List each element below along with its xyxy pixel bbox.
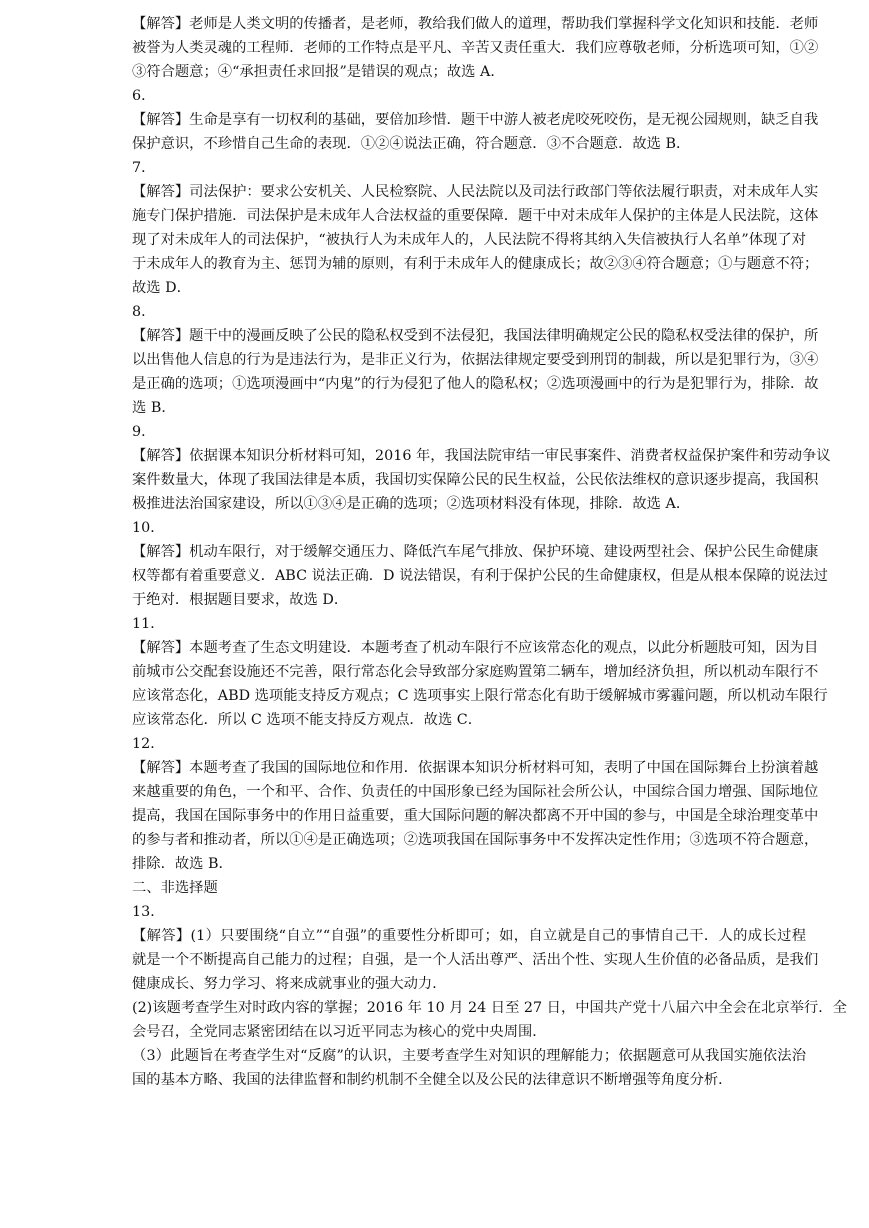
text-line: 就是一个不断提高自己能力的过程；自强，是一个人活出尊严、活出个性、实现人生价值的必备品质，是我们 bbox=[132, 952, 819, 968]
text-line: 6． bbox=[132, 88, 156, 104]
text-line: 【解答】机动车限行，对于缓解交通压力、降低汽车尾气排放、保护环境、建设两型社会、保护公民生命健康 bbox=[132, 544, 819, 560]
text-line: 【解答】依据课本知识分析材料可知，2016 年，我国法院审结一审民事案件、消费者权益保护案件和劳动争议 bbox=[132, 448, 831, 464]
text-line: 故选 D． bbox=[132, 280, 191, 296]
text-line: 8． bbox=[132, 304, 156, 320]
text-line: 施专门保护措施．司法保护是未成年人合法权益的重要保障．题干中对未成年人保护的主体是人民法院，这体 bbox=[132, 208, 819, 224]
text-line: 【解答】生命是享有一切权利的基础，要倍加珍惜．题干中游人被老虎咬死咬伤，是无视公园规则，缺乏自我 bbox=[132, 112, 819, 128]
text-line: 应该常态化，ABD 选项能支持反方观点；C 选项事实上限行常态化有助于缓解城市雾霾问题，所以机动车限行 bbox=[132, 688, 828, 704]
text-line: 于绝对．根据题目要求，故选 D． bbox=[132, 592, 349, 608]
text-line: 7． bbox=[132, 160, 156, 176]
text-line: 选 B． bbox=[132, 400, 176, 416]
text-line: 现了对未成年人的司法保护，“被执行人为未成年人的，人民法院不得将其纳入失信被执行人名单”体现了对 bbox=[132, 232, 806, 248]
text-line: 【解答】本题考查了生态文明建设．本题考查了机动车限行不应该常态化的观点，以此分析题肢可知，因为目 bbox=[132, 640, 819, 656]
text-line: 被誉为人类灵魂的工程师．老师的工作特点是平凡、辛苦又责任重大．我们应尊敬老师，分析选项可知，①② bbox=[132, 40, 819, 56]
text-line: 于未成年人的教育为主、惩罚为辅的原则，有利于未成年人的健康成长；故②③④符合题意；①与题意不符； bbox=[132, 256, 819, 272]
text-line: 11． bbox=[132, 616, 165, 632]
text-line: 国的基本方略、我国的法律监督和制约机制不全健全以及公民的法律意识不断增强等角度分析． bbox=[132, 1072, 733, 1088]
text-line: 【解答】司法保护：要求公安机关、人民检察院、人民法院以及司法行政部门等依法履行职责，对未成年人实 bbox=[132, 184, 819, 200]
text-line: 【解答】本题考查了我国的国际地位和作用．依据课本知识分析材料可知，表明了中国在国际舞台上扮演着越 bbox=[132, 760, 819, 776]
text-line: 的参与者和推动者，所以①④是正确选项；②选项我国在国际事务中不发挥决定性作用；③选项不符合题意， bbox=[132, 832, 819, 848]
text-line: 来越重要的角色，一个和平、合作、负责任的中国形象已经为国际社会所公认，中国综合国力增强、国际地位 bbox=[132, 784, 819, 800]
text-line: （3）此题旨在考查学生对“反腐”的认识，主要考查学生对知识的理解能力；依据题意可从我国实施依法治 bbox=[132, 1048, 806, 1064]
text-line: 排除．故选 B． bbox=[132, 856, 233, 872]
text-line: 前城市公交配套设施还不完善，限行常态化会导致部分家庭购置第二辆车，增加经济负担，所以机动车限行不 bbox=[132, 664, 819, 680]
text-line: 12． bbox=[132, 736, 165, 752]
text-line: 提高，我国在国际事务中的作用日益重要，重大国际问题的解决都离不开中国的参与，中国是全球治理变革中 bbox=[132, 808, 819, 824]
text-line: 极推进法治国家建设，所以①③④是正确的选项；②选项材料没有体现，排除．故选 A． bbox=[132, 496, 691, 512]
text-line: 以出售他人信息的行为是违法行为，是非正义行为，依据法律规定要受到刑罚的制裁，所以是犯罪行为，③④ bbox=[132, 352, 819, 368]
text-line: 保护意识，不珍惜自己生命的表现．①②④说法正确，符合题意．③不合题意．故选 B． bbox=[132, 136, 691, 152]
text-line: 10． bbox=[132, 520, 165, 536]
text-line: 二、非选择题 bbox=[132, 880, 218, 896]
text-line: 【解答】(1）只要围绕“自立”“自强”的重要性分析即可；如，自立就是自己的事情自己干．人的成长过程 bbox=[132, 928, 806, 944]
text-line: 【解答】题干中的漫画反映了公民的隐私权受到不法侵犯，我国法律明确规定公民的隐私权受法律的保护，所 bbox=[132, 328, 819, 344]
text-line: (2)该题考查学生对时政内容的掌握；2016 年 10 月 24 日至 27 日，中国共产党十八届六中全会在北京举行．全 bbox=[132, 1000, 847, 1016]
text-line: 会号召，全党同志紧密团结在以习近平同志为核心的党中央周围． bbox=[132, 1024, 547, 1040]
text-line: 13． bbox=[132, 904, 165, 920]
text-line: ③符合题意；④“承担责任求回报”是错误的观点；故选 A． bbox=[132, 64, 505, 80]
text-line: 权等都有着重要意义．ABC 说法正确．D 说法错误，有利于保护公民的生命健康权，但是从根本保障的说法过 bbox=[132, 568, 828, 584]
text-line: 健康成长、努力学习、将来成就事业的强大动力． bbox=[132, 976, 447, 992]
text-line: 9． bbox=[132, 424, 156, 440]
text-line: 应该常态化．所以 C 选项不能支持反方观点．故选 C． bbox=[132, 712, 483, 728]
text-line: 案件数量大，体现了我国法律是本质，我国切实保障公民的民生权益，公民依法维权的意识逐步提高，我国积 bbox=[132, 472, 819, 488]
text-line: 是正确的选项；①选项漫画中“内鬼”的行为侵犯了他人的隐私权；②选项漫画中的行为是犯罪行为，排除．故 bbox=[132, 376, 819, 392]
text-line: 【解答】老师是人类文明的传播者，是老师，教给我们做人的道理，帮助我们掌握科学文化知识和技能．老师 bbox=[132, 16, 819, 32]
